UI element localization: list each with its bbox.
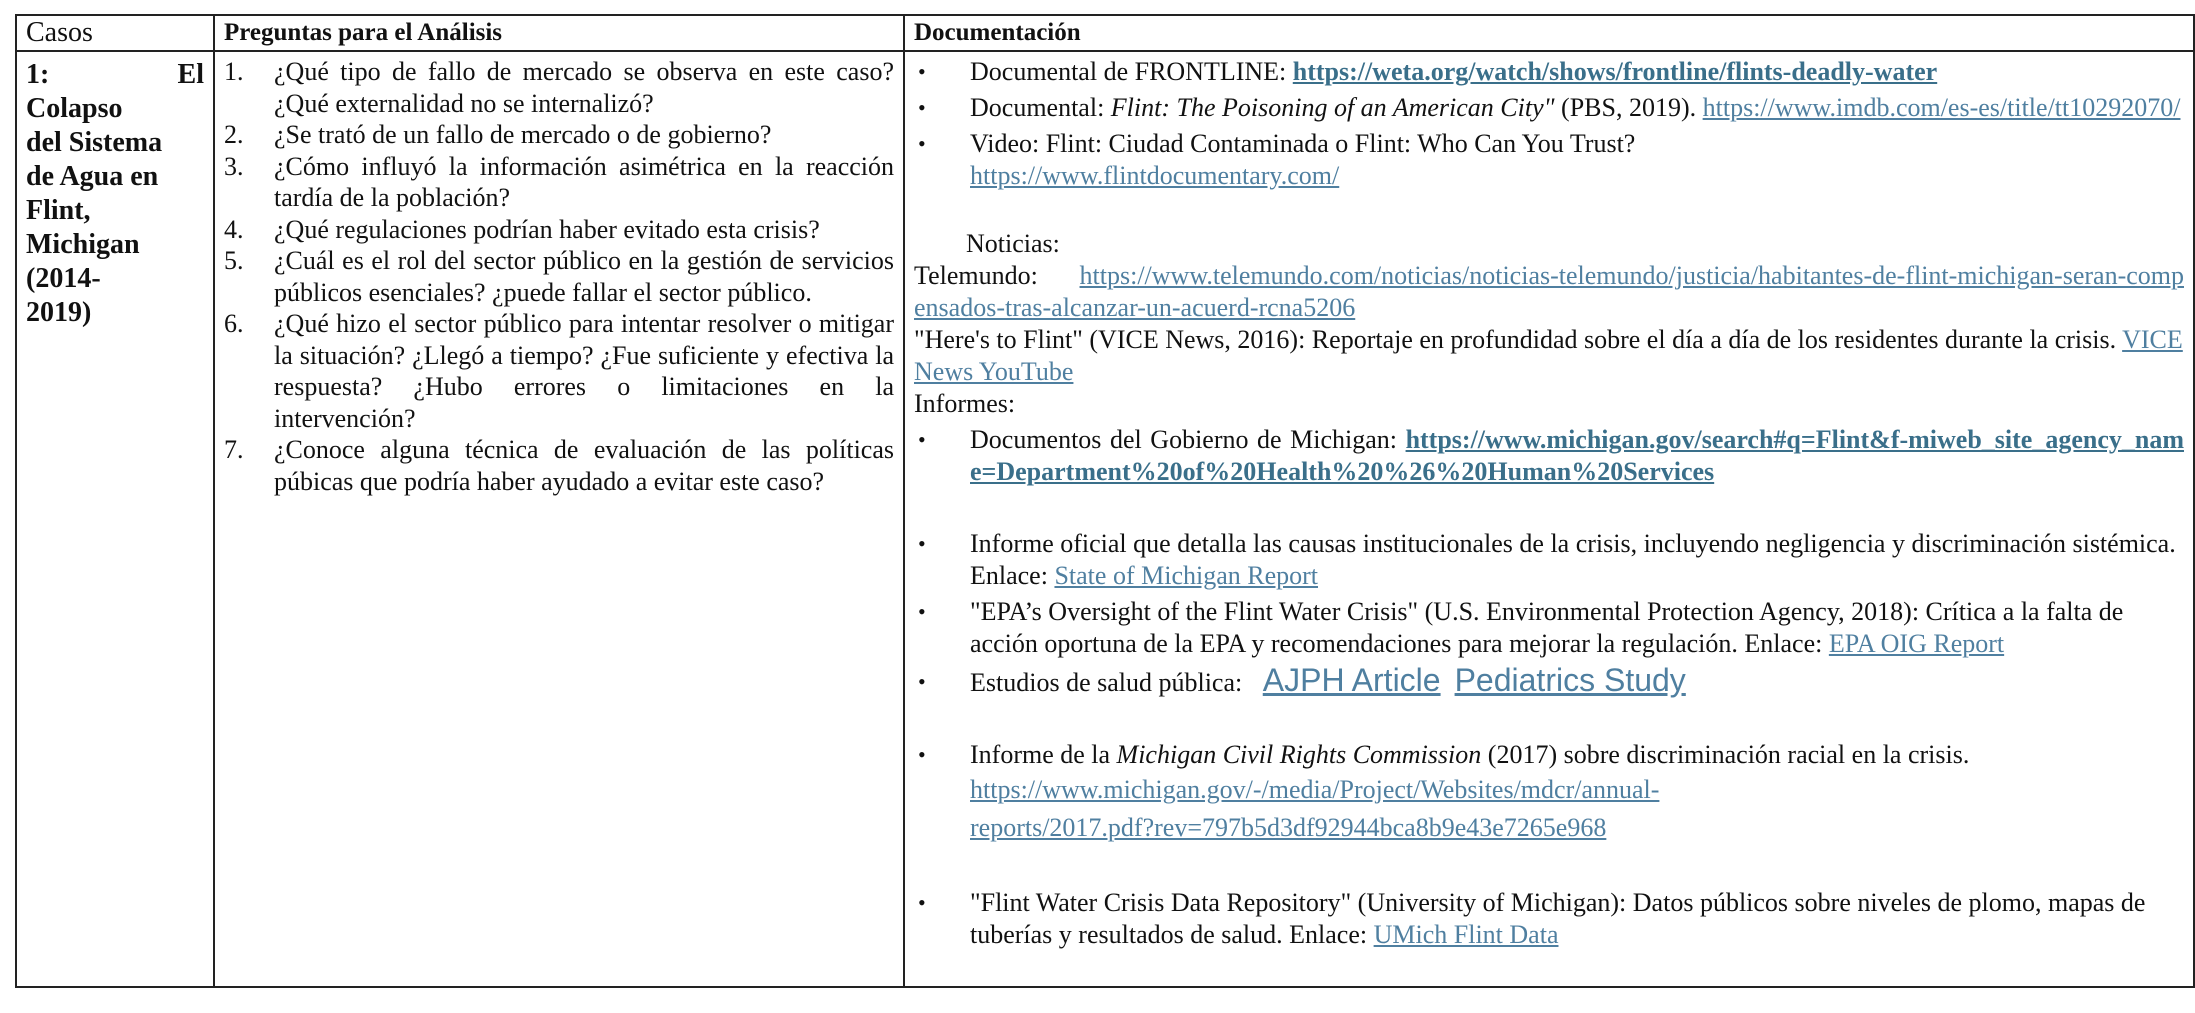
case-line: Flint, [26, 195, 91, 226]
vice-link[interactable]: VICE News YouTube [914, 325, 2183, 386]
case-analysis-table [15, 14, 2195, 988]
doc-video: • Video: Flint: Ciudad Contaminada o Flint: Who Can You Trust? https://www.flintdocumentary.com/ [914, 128, 2184, 192]
doc-report: • Informe oficial que detalla las causas institucionales de la crisis, incluyendo negligencia y discriminación sistémica. Enlace: State of Michigan Report [914, 528, 2184, 592]
epa-report-link[interactable]: EPA OIG Report [1828, 629, 2005, 658]
case-line: del Sistema [26, 127, 163, 158]
doc-health: • Estudios de salud pública: AJPH Article Pediatrics Study [914, 664, 2184, 699]
questions-list [224, 56, 894, 497]
question-item: 1. ¿Qué tipo de fallo de mercado se observa en este caso? ¿Qué externalidad no se internalizó? [224, 57, 894, 118]
umich-link[interactable]: UMich Flint Data [1373, 920, 1559, 949]
ajph-link[interactable]: AJPH Article [1262, 662, 1441, 698]
doc-gov: • Documentos del Gobierno de Michigan: https://www.michigan.gov/search#q=Flint&f-miweb_site_agency_name=Department%20of%20Health%20%26%20Human%20Services [914, 424, 2184, 488]
case-row [16, 51, 2194, 987]
mcrc-link[interactable]: https://www.michigan.gov/-/media/Project/Websites/mdcr/annual- [970, 775, 1660, 804]
question-item: 2. ¿Se trató de un fallo de mercado o de gobierno? [224, 120, 772, 149]
mcrc-link-cont[interactable]: reports/2017.pdf?rev=797b5d3df92944bca8b9e43e7265e968 [970, 813, 1607, 842]
case-line: (2014- [26, 263, 101, 294]
documentation-cell [904, 51, 2194, 987]
michigan-gov-link[interactable]: https://www.michigan.gov/search#q=Flint&f-miweb_site_agency_name=Department%20of%20Health%20%26%20Human%20Services [970, 425, 2184, 486]
pediatrics-link[interactable]: Pediatrics Study [1454, 662, 1686, 698]
vice-block: "Here's to Flint" (VICE News, 2016): Reportaje en profundidad sobre el día a día de los residentes durante la crisis. VICE News YouTube [914, 325, 2183, 386]
question-item: 5. ¿Cuál es el rol del sector público en la gestión de servicios públicos esenciales? ¿puede fallar el sector público. [224, 246, 894, 307]
bullet-icon: • [918, 531, 926, 556]
case-cell [16, 51, 214, 987]
doc-epa: • "EPA’s Oversight of the Flint Water Crisis" (U.S. Environmental Protection Agency, 2018): Crítica a la falta de acción oportuna de la EPA y recomendaciones para mejorar la regulación. Enlace: EPA OIG Report [914, 596, 2184, 660]
question-item: 6. ¿Qué hizo el sector público para intentar resolver o mitigar la situación? ¿Llegó a tiempo? ¿Fue suficiente y efectiva la respuesta? ¿Hubo errores o limitaciones en la intervención? [224, 309, 894, 433]
case-el: El [177, 59, 204, 90]
flintdocumentary-link[interactable]: https://www.flintdocumentary.com/ [970, 161, 1340, 190]
frontline-link[interactable]: https://weta.org/watch/shows/frontline/flints-deadly-water [1292, 57, 1938, 86]
header-documentacion: Documentación [904, 15, 2194, 51]
imdb-link[interactable]: https://www.imdb.com/es-es/title/tt10292070/ [1702, 93, 2181, 122]
noticias-label: Noticias: [966, 229, 1060, 258]
bullet-icon: • [918, 131, 926, 156]
bullet-icon: • [918, 890, 926, 915]
case-line: 2019) [26, 297, 92, 328]
case-line: de Agua en [26, 161, 159, 192]
questions-cell [214, 51, 904, 987]
bullet-icon: • [918, 95, 926, 120]
doc-frontline: • Documental de FRONTLINE: https://weta.org/watch/shows/frontline/flints-deadly-water [914, 56, 2184, 88]
document-page [15, 14, 2184, 988]
question-item: 7. ¿Conoce alguna técnica de evaluación de las políticas púbicas que podría haber ayudado a evitar este caso? [224, 435, 894, 496]
question-item: 3. ¿Cómo influyó la información asimétrica en la reacción tardía de la población? [224, 151, 894, 212]
telemundo-block: Telemundo: https://www.telemundo.com/noticias/noticias-telemundo/justicia/habitantes-de-flint-michigan-seran-compensados-tras-alcanzar-un-acuerd-rcna5206 [914, 261, 2184, 322]
header-casos: Casos [16, 15, 214, 51]
case-line: Colapso [26, 93, 123, 124]
state-report-link[interactable]: State of Michigan Report [1054, 561, 1319, 590]
doc-mcrc: • Informe de la Michigan Civil Rights Commission (2017) sobre discriminación racial en la crisis. https://www.michigan.gov/-/media/Project/Websites/mdcr/annual- reports/2017.pdf?rev=797b5d3df92944bca8b9e43e7265e968 [914, 739, 2184, 847]
doc-pbs: • Documental: Flint: The Poisoning of an American City" (PBS, 2019). https://www.imdb.com/es-es/title/tt10292070/ [914, 92, 2184, 124]
bullet-icon: • [918, 742, 926, 767]
question-item: 4. ¿Qué regulaciones podrían haber evitado esta crisis? [224, 214, 820, 244]
informes-label: Informes: [914, 389, 1016, 418]
header-row [16, 15, 2194, 51]
bullet-icon: • [918, 59, 926, 84]
bullet-icon: • [918, 668, 926, 694]
header-preguntas: Preguntas para el Análisis [214, 15, 904, 51]
telemundo-link[interactable]: https://www.telemundo.com/noticias/noticias-telemundo/justicia/habitantes-de-flint-michigan-seran-compensados-tras-alcanzar-un-acuerd-rcna5206 [914, 261, 2184, 322]
case-number: 1: [26, 59, 50, 90]
case-title [26, 58, 204, 330]
bullet-icon: • [918, 599, 926, 624]
doc-repo: • "Flint Water Crisis Data Repository" (University of Michigan): Datos públicos sobre niveles de plomo, mapas de tuberías y resultados de salud. Enlace: UMich Flint Data [914, 887, 2184, 951]
case-line: Michigan [26, 229, 140, 260]
bullet-icon: • [918, 427, 926, 452]
